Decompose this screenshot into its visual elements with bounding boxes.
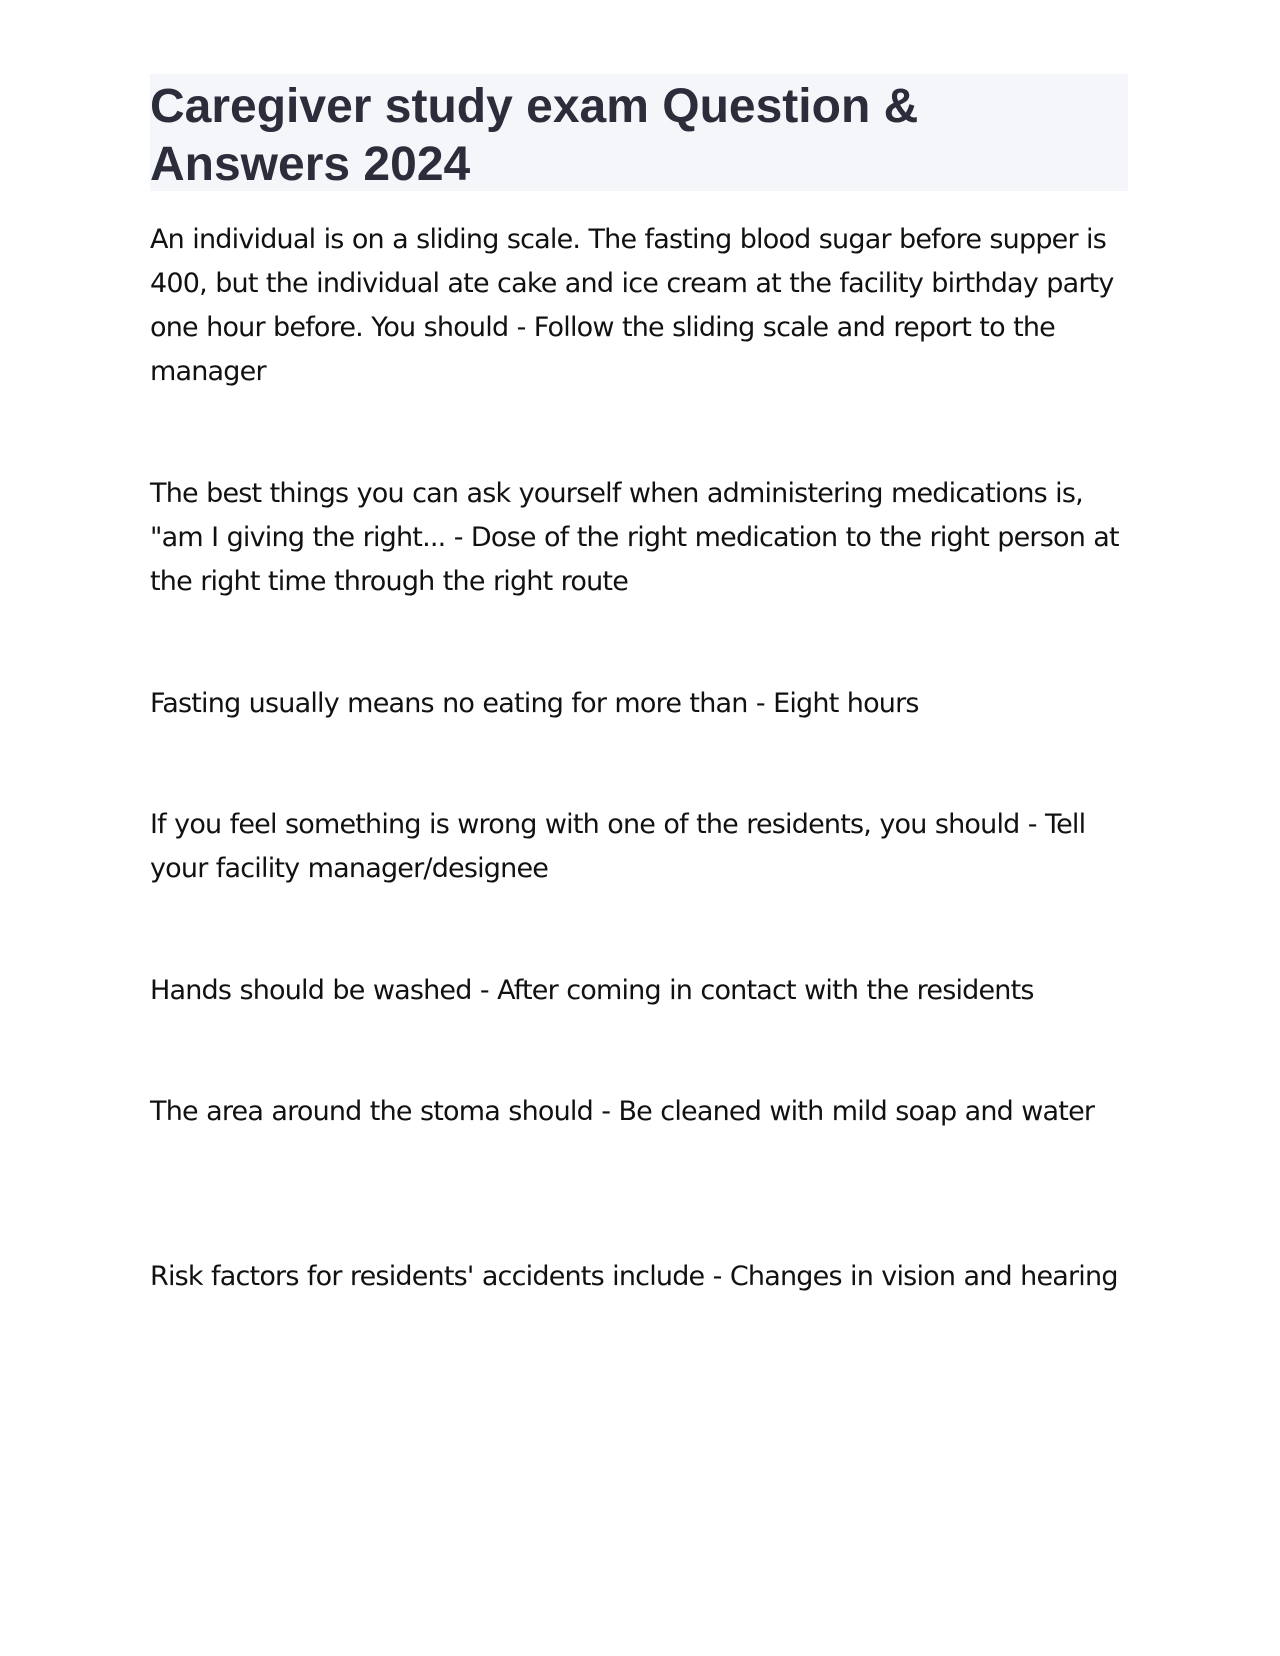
title-banner xyxy=(150,74,1128,191)
qa-item: Risk factors for residents' accidents include - Changes in vision and hearing xyxy=(150,1261,1118,1292)
qa-item: Hands should be washed - After coming in contact with the residents xyxy=(150,975,1034,1006)
page-title: Caregiver study exam Question & Answers 2024 xyxy=(150,80,919,191)
qa-item: The best things you can ask yourself when administering medications is, "am I giving the right... - Dose of the right medication to the right person at the right time through the right route xyxy=(150,478,1119,597)
qa-item: An individual is on a sliding scale. The fasting blood sugar before supper is 400, but the individual ate cake and ice cream at the facility birthday party one hour before. You should - Follow the sliding scale and report to the manager xyxy=(150,224,1114,387)
qa-item: If you feel something is wrong with one of the residents, you should - Tell your facility manager/designee xyxy=(150,809,1086,884)
qa-item: Fasting usually means no eating for more than - Eight hours xyxy=(150,688,919,719)
qa-item: The area around the stoma should - Be cleaned with mild soap and water xyxy=(150,1096,1095,1127)
